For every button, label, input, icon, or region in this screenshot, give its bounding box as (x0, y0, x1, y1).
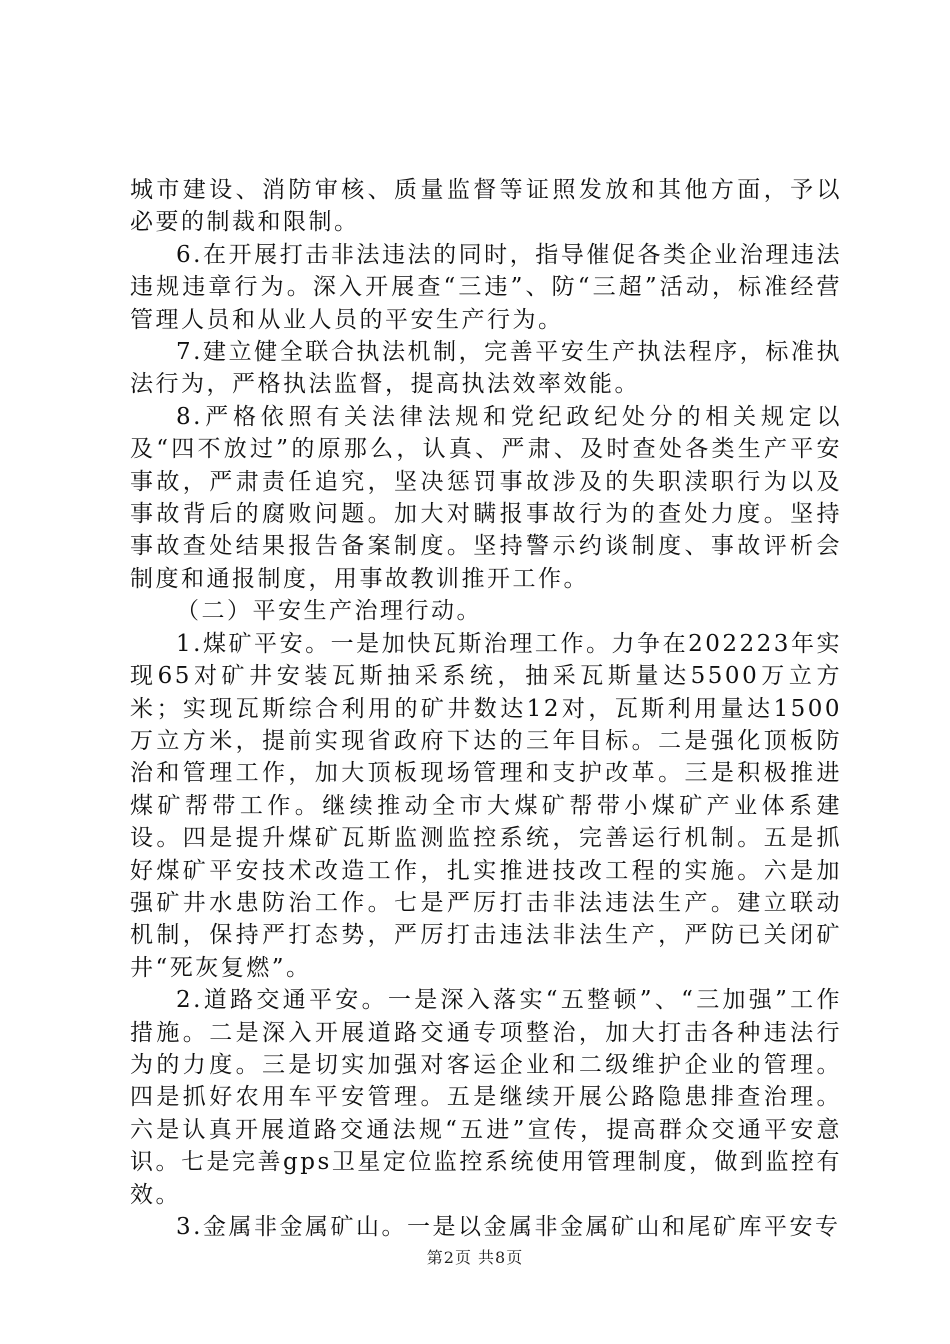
paragraph-road-traffic-safety: 2.道路交通平安。一是深入落实“五整顿”、“三加强”工作措施。二是深入开展道路交通专项整治，加大打击各种违法行为的力度。三是切实加强对客运企业和二级维护企业的管理。四是抓好农用车平安管理。五是继续开展公路隐患排查治理。六是认真开展道路交通法规“五进”宣传，提高群众交通平安意识。七是完善gps卫星定位监控系统使用管理制度，做到监控有效。 (130, 987, 842, 1208)
paragraph-continuation: 城市建设、消防审核、质量监督等证照发放和其他方面，予以必要的制裁和限制。 (130, 177, 842, 236)
paragraph-item-8: 8.严格依照有关法律法规和党纪政纪处分的相关规定以及“四不放过”的原那么，认真、严肃、及时查处各类生产平安事故，严肃责任追究，坚决惩罚事故涉及的失职渎职行为以及事故背后的腐败问题。加大对瞒报事故行为的查处力度。坚持事故查处结果报告备案制度。坚持警示约谈制度、事故评析会制度和通报制度，用事故教训推开工作。 (130, 403, 842, 592)
document-body (130, 174, 842, 1243)
paragraph-metal-mines: 3.金属非金属矿山。一是以金属非金属矿山和尾矿库平安专 (176, 1214, 841, 1240)
paragraph-item-7: 7.建立健全联合执法机制，完善平安生产执法程序，标准执法行为，严格执法监督，提高执法效率效能。 (130, 339, 842, 398)
paragraph-item-6: 6.在开展打击非法违法的同时，指导催促各类企业治理违法违规违章行为。深入开展查“三违”、防“三超”活动，标准经营管理人员和从业人员的平安生产行为。 (130, 241, 842, 333)
page-number-footer: 第2页 共8页 (426, 1248, 524, 1267)
paragraph-coal-mine-safety: 1.煤矿平安。一是加快瓦斯治理工作。力争在202223年实现65对矿井安装瓦斯抽采系统，抽采瓦斯量达5500万立方米；实现瓦斯综合利用的矿井数达12对，瓦斯利用量达1500万立方米，提前实现省政府下达的三年目标。二是强化顶板防治和管理工作，加大顶板现场管理和支护改革。三是积极推进煤矿帮带工作。继续推动全市大煤矿帮带小煤矿产业体系建设。四是提升煤矿瓦斯监测监控系统，完善运行机制。五是抓好煤矿平安技术改造工作，扎实推进技改工程的实施。六是加强矿井水患防治工作。七是严厉打击非法违法生产。建立联动机制，保持严打态势，严厉打击违法非法生产，严防已关闭矿井“死灰复燃”。 (130, 630, 842, 981)
section-heading: （二）平安生产治理行动。 (176, 598, 482, 625)
